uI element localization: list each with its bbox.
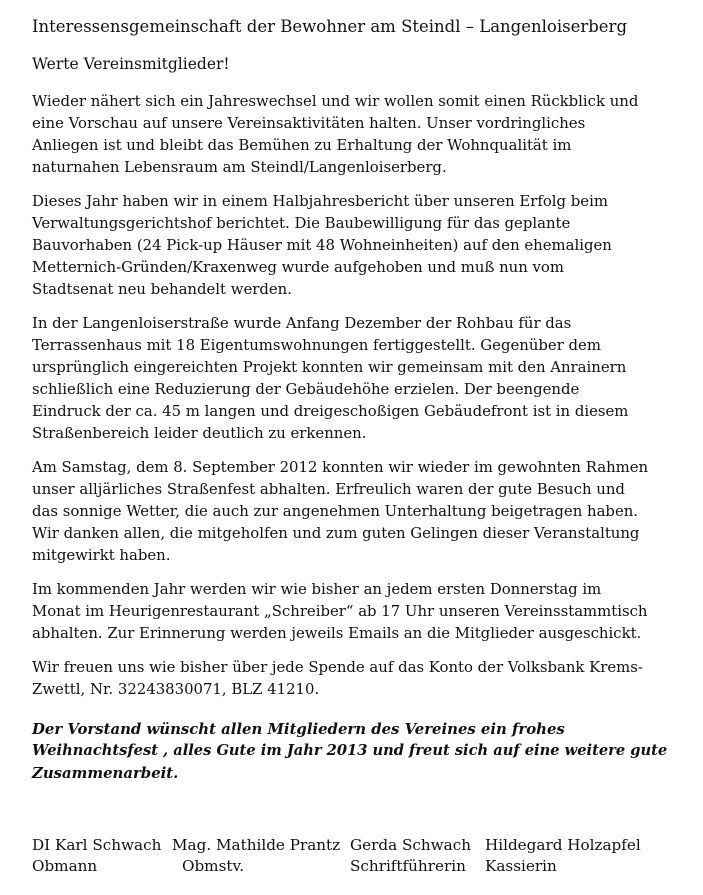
paragraph-line: mitgewirkt haben. [32,546,171,564]
paragraph-stammtisch [32,578,682,644]
signature-name: Mag. Mathilde Prantz [172,836,341,854]
paragraph-line: eine Vorschau auf unsere Vereinsaktivitäten halten. Unser vordringliches [32,114,586,132]
signature-name: Gerda Schwach [350,836,472,854]
signature-block [485,835,641,877]
paragraph-line: naturnahen Lebensraum am Steindl/Langenloiserberg. [32,158,447,176]
signature-role: Schriftführerin [350,857,466,875]
signature-block [350,835,471,877]
paragraph-street-festival [32,456,682,566]
document-title: Interessensgemeinschaft der Bewohner am Steindl – Langenloiserberg [32,17,628,36]
paragraph-line: Am Samstag, dem 8. September 2012 konnten wir wieder im gewohnten Rahmen [32,458,649,476]
paragraph-line: ursprünglich eingereichten Projekt konnten wir gemeinsam mit den Anrainern [32,358,627,376]
closing-line: Zusammenarbeit. [32,764,179,782]
paragraph-line: Bauvorhaben (24 Pick-up Häuser mit 48 Wohneinheiten) auf den ehemaligen [32,236,612,254]
paragraph-donation [32,656,682,700]
paragraph-line: Verwaltungsgerichtshof berichtet. Die Baubewilligung für das geplante [32,214,571,232]
closing-line: Weihnachtsfest , alles Gute im Jahr 2013 und freut sich auf eine weitere gute [32,742,668,759]
paragraph-court [32,190,682,300]
paragraph-line: Straßenbereich leider deutlich zu erkennen. [32,424,367,442]
signature-role: Obmann [32,857,98,875]
paragraph-line: Wir danken allen, die mitgeholfen und zum guten Gelingen dieser Veranstaltung [32,524,640,542]
paragraph-line: Metternich-Gründen/Kraxenweg wurde aufgehoben und muß nun vom [32,258,564,276]
signature-role: Kassierin [485,857,557,875]
closing-greeting [32,718,682,784]
paragraph-line: Eindruck der ca. 45 m langen und dreigeschoßigen Gebäudefront ist in diesem [32,402,629,420]
paragraph-line: Wieder nähert sich ein Jahreswechsel und wir wollen somit einen Rückblick und [32,92,639,110]
salutation: Werte Vereinsmitglieder! [32,55,230,73]
paragraph-line: Zwettl, Nr. 32243830071, BLZ 41210. [32,680,320,698]
paragraph-line: unser alljärliches Straßenfest abhalten. Erfreulich waren der gute Besuch und [32,480,625,498]
paragraph-line: Monat im Heurigenrestaurant „Schreiber“ ab 17 Uhr unseren Vereinsstammtisch [32,602,648,620]
signature-name: Hildegard Holzapfel [485,836,641,854]
paragraph-line: das sonnige Wetter, die auch zur angenehmen Unterhaltung beigetragen haben. [32,502,639,520]
paragraph-line: Wir freuen uns wie bisher über jede Spende auf das Konto der Volksbank Krems- [32,658,643,676]
signature-role: Obmstv. [182,857,245,875]
signature-block [32,835,161,877]
paragraph-line: Terrassenhaus mit 18 Eigentumswohnungen fertiggestellt. Gegenüber dem [32,336,601,354]
paragraph-review [32,90,682,178]
signature-name: DI Karl Schwach [32,836,162,854]
paragraph-line: abhalten. Zur Erinnerung werden jeweils Emails an die Mitglieder ausgeschickt. [32,624,642,642]
closing-line: Der Vorstand wünscht allen Mitgliedern des Vereines ein frohes [32,720,565,738]
paragraph-line: schließlich eine Reduzierung der Gebäudehöhe erzielen. Der beengende [32,380,580,398]
paragraph-line: Stadtsenat neu behandelt werden. [32,280,292,298]
paragraph-line: In der Langenloiserstraße wurde Anfang Dezember der Rohbau für das [32,314,572,332]
paragraph-line: Im kommenden Jahr werden wir wie bisher an jedem ersten Donnerstag im [32,580,602,598]
paragraph-line: Dieses Jahr haben wir in einem Halbjahresbericht über unseren Erfolg beim [32,192,608,210]
paragraph-line: Anliegen ist und bleibt das Bemühen zu Erhaltung der Wohnqualität im [32,136,572,154]
paragraph-building [32,312,682,444]
signature-block [172,835,340,877]
